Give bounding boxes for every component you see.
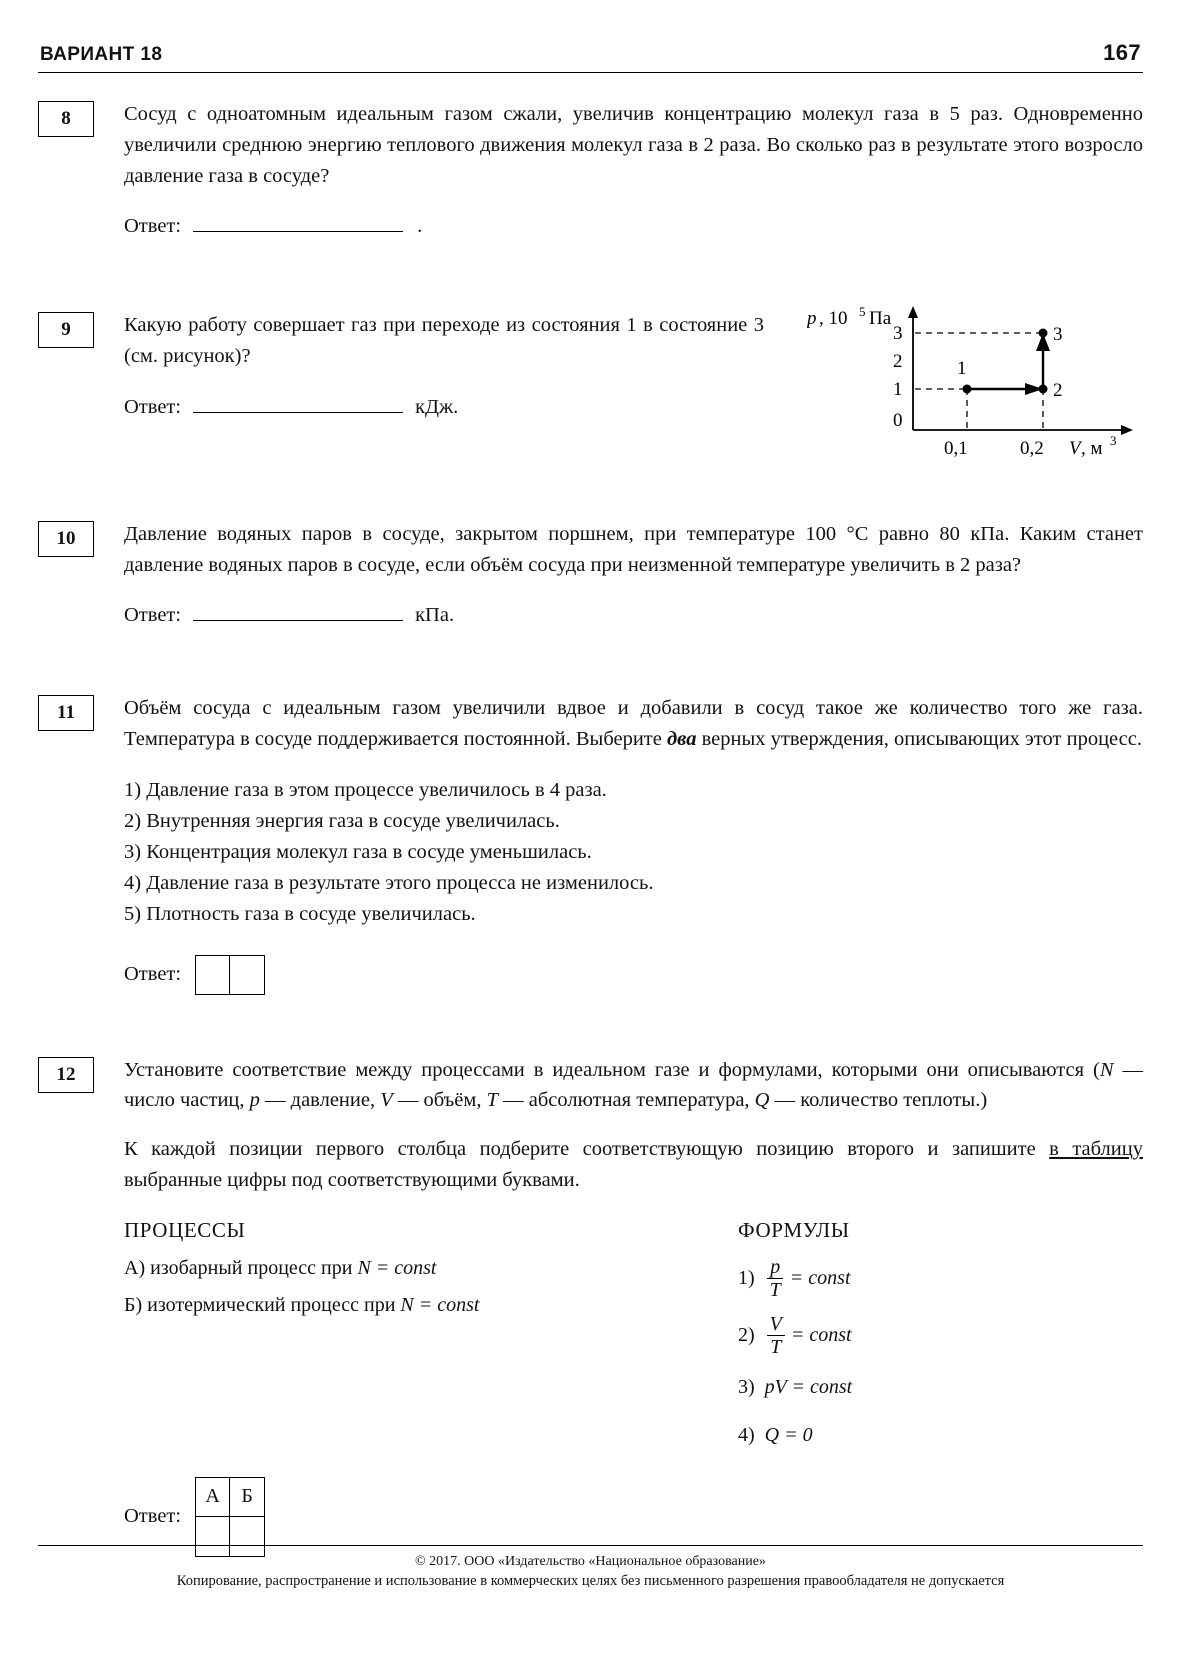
- svg-text:p: p: [807, 308, 817, 330]
- option-5[interactable]: 5) Плотность газа в сосуде увеличилась.: [124, 903, 476, 926]
- task-10-text: Давление водяных паров в сосуде, закрытом поршнем, при температуре 100 °C равно 80 кПа. Каким станет давление водяных паров в сосуде, если объём сосуда при неизменной температуре увеличить в 2 раза?: [124, 522, 1143, 576]
- task-10-answer-label: Ответ:: [124, 604, 182, 627]
- task-9-answer-blank[interactable]: [193, 394, 403, 413]
- task-12-intro-3: — давление,: [259, 1089, 381, 1112]
- task-10-answer-blank[interactable]: [193, 602, 403, 621]
- formula-1-rest: = const: [789, 1266, 851, 1289]
- formula-2-numerator: V: [767, 1314, 785, 1336]
- formula-2-rest: = const: [790, 1323, 852, 1346]
- usage-notice: Копирование, распространение и использование в коммерческих целях без письменного разрешения правообладателя не допускается: [176, 1573, 1005, 1589]
- task-9: [38, 304, 1143, 460]
- svg-text:3: 3: [893, 323, 903, 345]
- formula-item-1: [738, 1257, 1143, 1300]
- task-10: [38, 519, 1143, 628]
- task-11-answer-row: [124, 955, 1143, 995]
- process-b-formula: N = const: [400, 1293, 480, 1316]
- task-number-12: 12: [38, 1057, 94, 1093]
- processes-column: [124, 1218, 714, 1467]
- task-10-answer-row: [124, 602, 1143, 627]
- task-10-body: [124, 519, 1143, 628]
- task-12-intro-2: — число частиц,: [124, 1058, 1144, 1112]
- footer-divider: [38, 1545, 1143, 1546]
- svg-text:2: 2: [1053, 380, 1063, 402]
- svg-text:Па: Па: [869, 308, 892, 330]
- symbol-N: N: [1099, 1058, 1114, 1081]
- task-12: [38, 1055, 1143, 1557]
- task-8-text: Сосуд с одноатомным идеальным газом сжали, увеличив концентрацию молекул газа в 5 раз. Одновременно увеличили среднюю энергию теплового движения молекул газа в 2 раза. Во сколько раз в результате этого возросло давление газа в сосуде?: [124, 103, 1143, 187]
- option-2[interactable]: 2) Внутренняя энергия газа в сосуде увеличилась.: [124, 809, 560, 832]
- task-11: [38, 693, 1143, 994]
- formula-3-number: 3): [738, 1376, 755, 1399]
- processes-header: ПРОЦЕССЫ: [124, 1217, 246, 1242]
- task-11-options: [124, 775, 1143, 931]
- task-number-8: 8: [38, 101, 94, 137]
- svg-text:1: 1: [957, 358, 967, 380]
- svg-text:, 10: , 10: [819, 308, 848, 330]
- svg-text:3: 3: [1053, 324, 1063, 346]
- symbol-V: V: [380, 1089, 393, 1112]
- symbol-Q: Q: [754, 1089, 770, 1112]
- task-8-answer-row: [124, 213, 1143, 238]
- svg-text:0,2: 0,2: [1020, 438, 1044, 460]
- task-number-10: 10: [38, 521, 94, 557]
- pv-diagram: [807, 304, 1137, 474]
- formula-2-number: 2): [738, 1323, 755, 1346]
- option-3[interactable]: 3) Концентрация молекул газа в сосуде уменьшилась.: [124, 841, 592, 864]
- page-number: 167: [1103, 40, 1141, 65]
- task-8-answer-label: Ответ:: [124, 215, 182, 238]
- formula-2-denominator: T: [770, 1335, 782, 1358]
- task-12-columns: [124, 1218, 1143, 1467]
- svg-text:1: 1: [893, 379, 903, 401]
- process-item-b: [124, 1294, 714, 1317]
- formula-item-4: [738, 1419, 1143, 1453]
- task-8: [38, 99, 1143, 238]
- answer-header-a: А: [195, 1477, 230, 1517]
- page-footer: [38, 1545, 1143, 1590]
- copyright-line: © 2017. ООО «Издательство «Национальное образование»: [415, 1554, 766, 1569]
- formula-1-numerator: p: [767, 1257, 783, 1279]
- page-header: [38, 40, 1143, 72]
- svg-text:2: 2: [893, 351, 903, 373]
- variant-label: ВАРИАНТ 18: [40, 44, 163, 65]
- formula-1-denominator: T: [769, 1278, 781, 1301]
- task-9-text: Какую работу совершает газ при переходе из состояния 1 в состояние 3 (см. рисунок)?: [124, 314, 764, 367]
- formula-1-fraction: [767, 1257, 784, 1300]
- process-a-label: А) изобарный процесс при: [124, 1256, 358, 1279]
- svg-text:3: 3: [1110, 433, 1117, 449]
- task-11-text-emphasis: два: [667, 728, 697, 750]
- task-11-answer-label: Ответ:: [124, 963, 182, 986]
- answer-cell-2[interactable]: [230, 955, 265, 995]
- task-12-intro: [124, 1055, 1143, 1117]
- task-8-answer-blank[interactable]: [193, 213, 403, 232]
- task-12-intro-1: Установите соответствие между процессами в идеальном газе и формулами, которыми они описываются (: [124, 1058, 1100, 1081]
- formula-item-2: [738, 1314, 1143, 1357]
- svg-text:V: V: [1069, 438, 1081, 460]
- process-b-label: Б) изотермический процесс при: [124, 1293, 401, 1316]
- svg-text:0,1: 0,1: [944, 438, 968, 460]
- task-10-answer-unit: кПа.: [415, 604, 455, 627]
- symbol-p: p: [249, 1089, 260, 1112]
- task-9-answer-label: Ответ:: [124, 395, 182, 418]
- task-11-text: [124, 693, 1143, 755]
- task-number-9: 9: [38, 312, 94, 348]
- formula-3-text: pV = const: [764, 1376, 853, 1399]
- task-12-intro-5: — абсолютная температура,: [498, 1089, 755, 1112]
- answer-cell-1[interactable]: [195, 955, 230, 995]
- formulas-column: [714, 1218, 1143, 1467]
- task-12-instruction-underlined: в таблицу: [1049, 1138, 1143, 1161]
- formula-1-number: 1): [738, 1266, 755, 1289]
- formula-4-text: Q = 0: [764, 1424, 813, 1447]
- answer-header-b: Б: [230, 1477, 265, 1517]
- formula-2-fraction: [767, 1314, 785, 1357]
- header-divider: [38, 72, 1143, 73]
- task-12-instruction-2: выбранные цифры под соответствующими буквами.: [124, 1168, 580, 1191]
- process-a-formula: N = const: [357, 1256, 437, 1279]
- task-12-intro-4: — объём,: [392, 1089, 487, 1112]
- answer-table-header-row: [195, 1477, 265, 1517]
- svg-text:5: 5: [859, 304, 866, 320]
- task-12-body: [124, 1055, 1143, 1557]
- formulas-header: ФОРМУЛЫ: [738, 1217, 850, 1242]
- symbol-T: T: [486, 1089, 498, 1112]
- task-8-answer-unit: .: [417, 215, 423, 238]
- formula-4-number: 4): [738, 1424, 755, 1447]
- task-11-text-part1: Объём сосуда с идеальным газом увеличили вдвое и добавили в сосуд такое же количество того же газа. Температура в сосуде поддерживается постоянной. Выберите: [124, 697, 1143, 750]
- task-12-instruction-1: К каждой позиции первого столбца подберите соответствующую позицию второго и запишите: [124, 1138, 1050, 1161]
- option-4[interactable]: 4) Давление газа в результате этого процесса не изменилось.: [124, 872, 654, 895]
- task-number-11: 11: [38, 695, 94, 731]
- svg-text:0: 0: [893, 410, 903, 432]
- task-11-answer-boxes: [195, 955, 265, 995]
- process-item-a: [124, 1257, 714, 1280]
- option-1[interactable]: 1) Давление газа в этом процессе увеличилось в 4 раза.: [124, 778, 607, 801]
- task-9-answer-unit: кДж.: [415, 395, 459, 418]
- svg-text:, м: , м: [1081, 438, 1103, 460]
- task-12-answer-label: Ответ:: [124, 1505, 182, 1528]
- task-12-instruction: [124, 1134, 1143, 1196]
- formula-item-3: [738, 1371, 1143, 1405]
- task-12-intro-6: — количество теплоты.): [769, 1089, 988, 1112]
- task-11-body: [124, 693, 1143, 994]
- task-9-body: [124, 304, 1143, 460]
- task-8-body: [124, 99, 1143, 238]
- task-11-text-part2: верных утверждения, описывающих этот процесс.: [696, 728, 1142, 750]
